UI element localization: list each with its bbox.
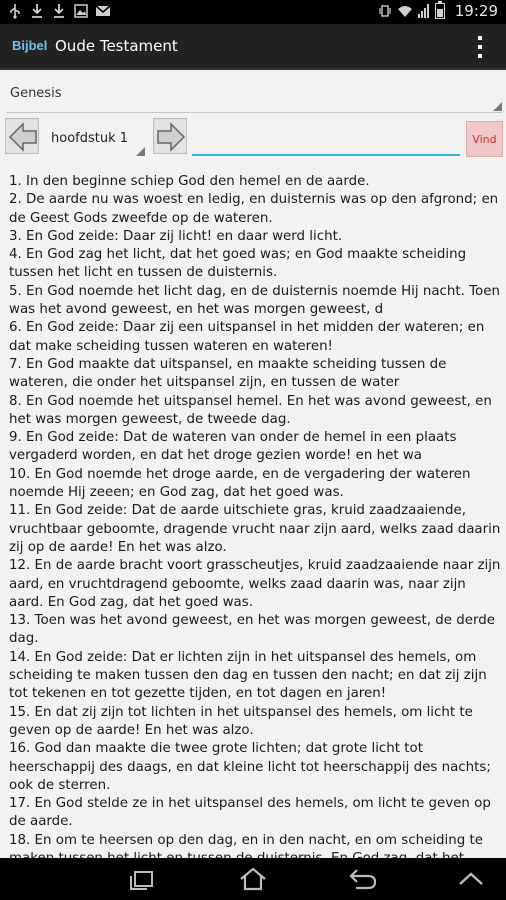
verse: 18. En om te heersen op den dag, en in den nacht, en om scheiding te xyxy=(9,832,484,848)
previous-chapter-button[interactable] xyxy=(5,118,39,154)
verse: 1. In den beginne schiep God den hemel en de aarde. xyxy=(9,174,370,189)
wifi-icon xyxy=(398,3,412,19)
chapter-spinner[interactable] xyxy=(43,120,147,156)
verse: 3. En God zeide: Daar zij licht! en daar werd licht. xyxy=(9,228,343,244)
verse: 7. En God maakte dat uitspansel, en maakte scheiding tussen de wateren, die onder het uitspansel zijn, en tussen de water xyxy=(9,356,447,391)
status-bar xyxy=(0,0,506,24)
verse: 9. En God zeide: Dat de wateren van onder de hemel in een plaats vergaderd worden, en dat het droge gezien worde! en het wa xyxy=(9,430,457,464)
verse: 15. En dat zij zijn tot lichten in het uitspansel des hemels, om licht te geven op de aarde! En het was alzo. xyxy=(9,704,473,738)
verse: 4. En God zag het licht, dat het goed was; en God maakte scheiding tussen het licht en tussen de duisternis. xyxy=(9,247,467,281)
search-button[interactable]: Vind xyxy=(466,121,503,157)
verse: 8. En God noemde het uitspansel hemel. En het was avond geweest, en het was morgen geweest, de tweede dag. xyxy=(9,393,492,427)
verse: 17. En God stelde ze in het uitspansel des hemels, om licht te geven op de aarde. xyxy=(9,796,491,830)
search-input[interactable] xyxy=(192,122,460,156)
recents-icon xyxy=(126,866,156,892)
signal-icon xyxy=(418,4,429,18)
battery-icon xyxy=(435,3,445,19)
verse: 11. En God zeide: Dat de aarde uitschiete gras, kruid zaadzaaiende, vruchtbaar geboomte, dragende vrucht naar zijn aard, welks zaad daarin zij op de aarde! En het was alzo. xyxy=(9,503,501,555)
verse: 14. En God zeide: Dat er lichten zijn in het uitspansel des hemels, om scheiding te maken tussen den dag en tussen den nacht; en dat zij zijn tot tekenen en tot gezette tijden, en tot dagen en jaren! xyxy=(9,649,487,702)
image-icon xyxy=(74,3,88,19)
book-spinner[interactable] xyxy=(6,78,502,113)
system-nav-bar xyxy=(0,858,506,900)
verse: 13. Toen was het avond geweest, en het was morgen geweest, de derde dag. xyxy=(9,613,495,647)
usb-icon xyxy=(8,3,22,19)
verse: 5. En God noemde het licht dag, en de duisternis noemde Hij nacht. Toen was het avond geweest, en het was morgen geweest, d xyxy=(9,283,500,318)
book-spinner-value: Genesis xyxy=(10,86,62,101)
back-icon xyxy=(348,866,378,892)
download-icon xyxy=(52,3,66,19)
hide-keyboard-icon xyxy=(456,866,486,892)
recents-button[interactable] xyxy=(126,866,156,892)
vibrate-icon xyxy=(378,3,392,19)
next-chapter-button[interactable] xyxy=(153,118,187,154)
download-icon xyxy=(30,3,44,19)
app-title: Oude Testament xyxy=(55,37,178,55)
verse: 16. God dan maakte die twee grote lichten; dat grote licht tot heerschappij des daags, en dat kleine licht tot heerschappij des nachts; ook de sterren. xyxy=(9,741,491,793)
clock: 19:29 xyxy=(454,2,498,20)
spinner-arrow-icon xyxy=(493,102,502,111)
verse: 10. En God noemde het droge aarde, en de vergadering der wateren noemde Hij zeeen; en God zag, dat het goed was. xyxy=(9,466,471,501)
app-logo: Bijbel xyxy=(12,38,48,53)
home-icon xyxy=(238,866,268,892)
prev-arrow-icon xyxy=(6,119,40,155)
action-bar xyxy=(0,24,506,70)
verse: 6. En God zeide: Daar zij een uitspansel in het midden der wateren; en dat make scheiding tussen wateren en wateren! xyxy=(9,320,485,354)
hide-keyboard-button[interactable] xyxy=(456,866,486,892)
next-arrow-icon xyxy=(154,119,188,155)
spinner-arrow-icon xyxy=(136,147,145,156)
verse: 2. De aarde nu was woest en ledig, en duisternis was op den afgrond; en de Geest Gods zweefde op de wateren. xyxy=(9,192,499,226)
home-button[interactable] xyxy=(238,866,268,892)
verse: 12. En de aarde bracht voort grasscheutjes, kruid zaadzaaiende naar zijn aard, en vruchtdragend geboomte, welks zaad daarin was, naar zijn aard. En God zag, dat het goed was. xyxy=(9,558,501,610)
back-button[interactable] xyxy=(348,866,378,892)
overflow-menu-icon[interactable] xyxy=(478,36,484,58)
gmail-icon xyxy=(96,3,110,19)
chapter-spinner-value: hoofdstuk 1 xyxy=(51,131,129,146)
verse-list[interactable] xyxy=(9,173,501,857)
